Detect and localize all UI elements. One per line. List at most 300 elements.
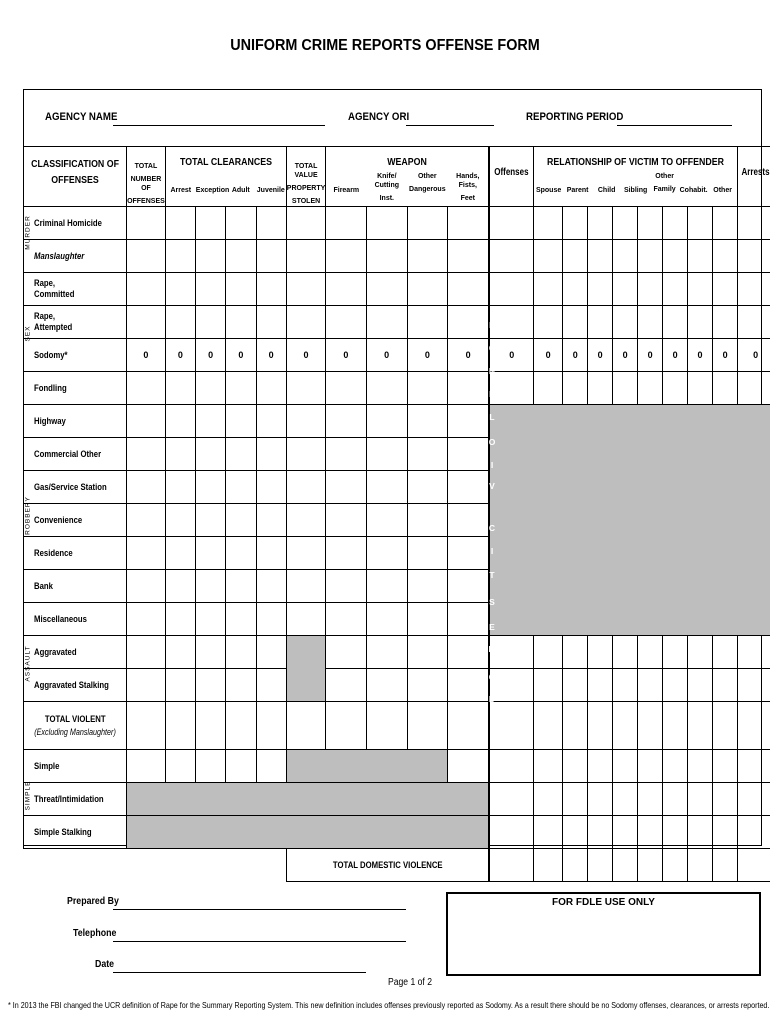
entry-cell[interactable] (588, 702, 613, 750)
entry-cell[interactable] (256, 471, 286, 504)
entry-cell[interactable] (563, 669, 588, 702)
entry-cell[interactable] (713, 783, 738, 816)
entry-cell[interactable] (286, 504, 326, 537)
entry-cell[interactable] (256, 273, 286, 306)
entry-cell[interactable] (326, 636, 366, 669)
entry-cell[interactable] (165, 240, 195, 273)
entry-cell[interactable] (326, 669, 366, 702)
entry-cell[interactable] (127, 240, 166, 273)
entry-cell[interactable] (226, 273, 256, 306)
entry-cell[interactable] (738, 849, 770, 882)
entry-cell[interactable] (366, 669, 407, 702)
entry-cell[interactable] (256, 537, 286, 570)
entry-cell[interactable] (226, 207, 256, 240)
entry-cell[interactable] (165, 669, 195, 702)
entry-cell[interactable] (688, 273, 713, 306)
entry-cell[interactable] (407, 570, 447, 603)
entry-cell[interactable]: 0 (663, 339, 688, 372)
entry-cell[interactable] (448, 603, 489, 636)
entry-cell[interactable]: 0 (490, 339, 534, 372)
entry-cell[interactable] (407, 603, 447, 636)
entry-cell[interactable] (638, 669, 663, 702)
entry-cell[interactable] (713, 816, 738, 849)
entry-cell[interactable] (196, 702, 226, 750)
entry-cell[interactable] (366, 306, 407, 339)
entry-cell[interactable] (738, 702, 770, 750)
entry-cell[interactable] (165, 471, 195, 504)
entry-cell[interactable] (226, 405, 256, 438)
entry-cell[interactable] (563, 306, 588, 339)
entry-cell[interactable] (286, 207, 326, 240)
entry-cell[interactable] (326, 471, 366, 504)
entry-cell[interactable] (613, 669, 638, 702)
entry-cell[interactable] (490, 372, 534, 405)
entry-cell[interactable] (448, 405, 489, 438)
entry-cell[interactable] (663, 306, 688, 339)
entry-cell[interactable] (534, 750, 563, 783)
entry-cell[interactable] (165, 636, 195, 669)
entry-cell[interactable]: 0 (588, 339, 613, 372)
entry-cell[interactable] (226, 750, 256, 783)
entry-cell[interactable] (366, 405, 407, 438)
entry-cell[interactable] (326, 372, 366, 405)
telephone-field[interactable] (113, 941, 406, 942)
entry-cell[interactable] (588, 669, 613, 702)
entry-cell[interactable] (738, 306, 770, 339)
entry-cell[interactable] (256, 372, 286, 405)
entry-cell[interactable] (366, 603, 407, 636)
entry-cell[interactable] (563, 783, 588, 816)
entry-cell[interactable] (407, 273, 447, 306)
entry-cell[interactable]: 0 (226, 339, 256, 372)
entry-cell[interactable] (326, 537, 366, 570)
entry-cell[interactable] (638, 306, 663, 339)
entry-cell[interactable] (613, 306, 638, 339)
entry-cell[interactable] (688, 669, 713, 702)
entry-cell[interactable] (256, 750, 286, 783)
entry-cell[interactable] (713, 240, 738, 273)
entry-cell[interactable] (448, 537, 489, 570)
entry-cell[interactable] (165, 273, 195, 306)
entry-cell[interactable] (448, 750, 489, 783)
entry-cell[interactable] (196, 537, 226, 570)
entry-cell[interactable] (407, 438, 447, 471)
agency-ori-field[interactable] (406, 125, 494, 126)
entry-cell[interactable] (713, 636, 738, 669)
entry-cell[interactable] (196, 207, 226, 240)
entry-cell[interactable] (490, 273, 534, 306)
entry-cell[interactable] (127, 603, 166, 636)
entry-cell[interactable] (366, 570, 407, 603)
entry-cell[interactable] (165, 603, 195, 636)
entry-cell[interactable] (127, 570, 166, 603)
entry-cell[interactable] (226, 570, 256, 603)
entry-cell[interactable] (256, 669, 286, 702)
entry-cell[interactable] (165, 504, 195, 537)
entry-cell[interactable] (490, 207, 534, 240)
entry-cell[interactable] (407, 240, 447, 273)
entry-cell[interactable] (196, 636, 226, 669)
entry-cell[interactable] (613, 207, 638, 240)
entry-cell[interactable] (326, 240, 366, 273)
entry-cell[interactable] (688, 207, 713, 240)
entry-cell[interactable] (638, 273, 663, 306)
entry-cell[interactable] (534, 849, 563, 882)
entry-cell[interactable] (366, 273, 407, 306)
entry-cell[interactable] (286, 570, 326, 603)
entry-cell[interactable] (326, 438, 366, 471)
entry-cell[interactable] (490, 240, 534, 273)
entry-cell[interactable] (688, 636, 713, 669)
entry-cell[interactable] (256, 240, 286, 273)
entry-cell[interactable] (286, 603, 326, 636)
entry-cell[interactable] (127, 207, 166, 240)
entry-cell[interactable] (407, 669, 447, 702)
entry-cell[interactable] (563, 816, 588, 849)
entry-cell[interactable] (407, 636, 447, 669)
entry-cell[interactable] (196, 372, 226, 405)
entry-cell[interactable] (713, 669, 738, 702)
entry-cell[interactable] (663, 750, 688, 783)
entry-cell[interactable] (588, 240, 613, 273)
entry-cell[interactable] (286, 438, 326, 471)
entry-cell[interactable] (127, 438, 166, 471)
entry-cell[interactable] (638, 240, 663, 273)
entry-cell[interactable]: 0 (738, 339, 770, 372)
entry-cell[interactable] (256, 636, 286, 669)
entry-cell[interactable] (366, 702, 407, 750)
entry-cell[interactable] (613, 636, 638, 669)
entry-cell[interactable] (490, 783, 534, 816)
entry-cell[interactable] (638, 783, 663, 816)
entry-cell[interactable] (713, 750, 738, 783)
entry-cell[interactable] (127, 669, 166, 702)
entry-cell[interactable] (196, 438, 226, 471)
entry-cell[interactable] (448, 669, 489, 702)
entry-cell[interactable] (407, 702, 447, 750)
entry-cell[interactable] (326, 504, 366, 537)
entry-cell[interactable] (563, 273, 588, 306)
entry-cell[interactable] (326, 702, 366, 750)
entry-cell[interactable] (613, 372, 638, 405)
entry-cell[interactable] (127, 405, 166, 438)
entry-cell[interactable] (226, 702, 256, 750)
entry-cell[interactable] (127, 702, 166, 750)
entry-cell[interactable] (563, 372, 588, 405)
entry-cell[interactable] (738, 636, 770, 669)
entry-cell[interactable] (534, 669, 563, 702)
entry-cell[interactable] (326, 570, 366, 603)
entry-cell[interactable]: 0 (286, 339, 326, 372)
entry-cell[interactable] (448, 702, 489, 750)
entry-cell[interactable] (738, 240, 770, 273)
entry-cell[interactable] (256, 570, 286, 603)
entry-cell[interactable] (638, 636, 663, 669)
entry-cell[interactable]: 0 (407, 339, 447, 372)
entry-cell[interactable] (256, 306, 286, 339)
entry-cell[interactable] (738, 207, 770, 240)
entry-cell[interactable] (534, 273, 563, 306)
entry-cell[interactable] (366, 471, 407, 504)
entry-cell[interactable] (490, 849, 534, 882)
entry-cell[interactable]: 0 (713, 339, 738, 372)
entry-cell[interactable] (713, 849, 738, 882)
entry-cell[interactable] (256, 405, 286, 438)
entry-cell[interactable] (196, 504, 226, 537)
entry-cell[interactable] (713, 702, 738, 750)
entry-cell[interactable] (286, 471, 326, 504)
entry-cell[interactable] (738, 816, 770, 849)
entry-cell[interactable]: 0 (688, 339, 713, 372)
entry-cell[interactable]: 0 (638, 339, 663, 372)
entry-cell[interactable] (286, 306, 326, 339)
entry-cell[interactable] (226, 603, 256, 636)
entry-cell[interactable] (226, 504, 256, 537)
entry-cell[interactable]: 0 (366, 339, 407, 372)
entry-cell[interactable] (688, 816, 713, 849)
entry-cell[interactable] (613, 273, 638, 306)
entry-cell[interactable] (613, 750, 638, 783)
entry-cell[interactable] (448, 438, 489, 471)
entry-cell[interactable] (663, 207, 688, 240)
entry-cell[interactable] (713, 306, 738, 339)
entry-cell[interactable] (165, 372, 195, 405)
entry-cell[interactable] (366, 438, 407, 471)
entry-cell[interactable] (638, 849, 663, 882)
entry-cell[interactable] (407, 537, 447, 570)
entry-cell[interactable] (688, 306, 713, 339)
entry-cell[interactable] (286, 273, 326, 306)
entry-cell[interactable] (286, 240, 326, 273)
entry-cell[interactable] (127, 750, 166, 783)
entry-cell[interactable] (24, 849, 287, 882)
entry-cell[interactable] (688, 783, 713, 816)
entry-cell[interactable] (165, 750, 195, 783)
entry-cell[interactable] (738, 273, 770, 306)
entry-cell[interactable] (226, 240, 256, 273)
entry-cell[interactable] (165, 570, 195, 603)
entry-cell[interactable] (613, 702, 638, 750)
entry-cell[interactable] (448, 273, 489, 306)
entry-cell[interactable] (256, 207, 286, 240)
entry-cell[interactable] (663, 636, 688, 669)
entry-cell[interactable] (663, 783, 688, 816)
entry-cell[interactable] (196, 570, 226, 603)
entry-cell[interactable] (563, 207, 588, 240)
entry-cell[interactable] (326, 273, 366, 306)
entry-cell[interactable] (688, 702, 713, 750)
entry-cell[interactable] (256, 504, 286, 537)
entry-cell[interactable] (563, 849, 588, 882)
entry-cell[interactable] (534, 783, 563, 816)
entry-cell[interactable] (534, 702, 563, 750)
entry-cell[interactable] (663, 702, 688, 750)
entry-cell[interactable] (165, 306, 195, 339)
entry-cell[interactable] (688, 750, 713, 783)
entry-cell[interactable] (534, 816, 563, 849)
entry-cell[interactable] (256, 702, 286, 750)
entry-cell[interactable] (286, 372, 326, 405)
entry-cell[interactable] (165, 537, 195, 570)
entry-cell[interactable] (256, 603, 286, 636)
entry-cell[interactable] (226, 537, 256, 570)
entry-cell[interactable] (448, 636, 489, 669)
entry-cell[interactable] (563, 702, 588, 750)
entry-cell[interactable] (165, 702, 195, 750)
date-field[interactable] (113, 972, 366, 973)
entry-cell[interactable] (127, 636, 166, 669)
entry-cell[interactable] (226, 636, 256, 669)
entry-cell[interactable] (196, 273, 226, 306)
entry-cell[interactable] (127, 372, 166, 405)
entry-cell[interactable] (534, 306, 563, 339)
entry-cell[interactable] (165, 207, 195, 240)
entry-cell[interactable] (638, 207, 663, 240)
entry-cell[interactable] (127, 537, 166, 570)
entry-cell[interactable] (663, 240, 688, 273)
entry-cell[interactable] (448, 570, 489, 603)
entry-cell[interactable] (588, 849, 613, 882)
entry-cell[interactable] (226, 372, 256, 405)
entry-cell[interactable] (196, 750, 226, 783)
entry-cell[interactable] (407, 207, 447, 240)
entry-cell[interactable] (534, 372, 563, 405)
entry-cell[interactable] (588, 273, 613, 306)
entry-cell[interactable] (127, 306, 166, 339)
entry-cell[interactable] (366, 504, 407, 537)
entry-cell[interactable] (490, 750, 534, 783)
entry-cell[interactable] (563, 750, 588, 783)
entry-cell[interactable] (448, 504, 489, 537)
entry-cell[interactable] (588, 816, 613, 849)
entry-cell[interactable]: 0 (326, 339, 366, 372)
entry-cell[interactable] (490, 816, 534, 849)
entry-cell[interactable] (448, 372, 489, 405)
entry-cell[interactable] (165, 405, 195, 438)
entry-cell[interactable] (663, 816, 688, 849)
entry-cell[interactable]: 0 (613, 339, 638, 372)
entry-cell[interactable] (165, 438, 195, 471)
entry-cell[interactable] (226, 438, 256, 471)
entry-cell[interactable]: 0 (563, 339, 588, 372)
entry-cell[interactable] (407, 504, 447, 537)
entry-cell[interactable] (196, 240, 226, 273)
entry-cell[interactable]: 0 (256, 339, 286, 372)
entry-cell[interactable] (286, 537, 326, 570)
entry-cell[interactable] (713, 207, 738, 240)
entry-cell[interactable] (713, 273, 738, 306)
entry-cell[interactable] (588, 750, 613, 783)
entry-cell[interactable] (534, 636, 563, 669)
entry-cell[interactable] (127, 471, 166, 504)
entry-cell[interactable] (738, 669, 770, 702)
entry-cell[interactable] (490, 702, 534, 750)
entry-cell[interactable]: 0 (127, 339, 166, 372)
entry-cell[interactable] (448, 306, 489, 339)
entry-cell[interactable] (638, 750, 663, 783)
entry-cell[interactable] (688, 849, 713, 882)
entry-cell[interactable] (613, 849, 638, 882)
entry-cell[interactable] (738, 783, 770, 816)
entry-cell[interactable] (663, 669, 688, 702)
agency-name-field[interactable] (113, 125, 325, 126)
prepared-by-field[interactable] (113, 909, 406, 910)
entry-cell[interactable] (366, 372, 407, 405)
entry-cell[interactable] (366, 537, 407, 570)
reporting-period-field[interactable] (617, 125, 732, 126)
entry-cell[interactable]: 0 (534, 339, 563, 372)
entry-cell[interactable] (613, 240, 638, 273)
entry-cell[interactable] (534, 207, 563, 240)
entry-cell[interactable] (366, 207, 407, 240)
entry-cell[interactable] (638, 816, 663, 849)
entry-cell[interactable] (407, 372, 447, 405)
entry-cell[interactable] (613, 783, 638, 816)
entry-cell[interactable] (588, 783, 613, 816)
entry-cell[interactable] (563, 240, 588, 273)
entry-cell[interactable] (326, 306, 366, 339)
entry-cell[interactable] (226, 471, 256, 504)
entry-cell[interactable] (588, 306, 613, 339)
entry-cell[interactable]: 0 (165, 339, 195, 372)
entry-cell[interactable] (588, 207, 613, 240)
entry-cell[interactable] (196, 669, 226, 702)
entry-cell[interactable] (738, 372, 770, 405)
entry-cell[interactable] (638, 702, 663, 750)
entry-cell[interactable] (196, 603, 226, 636)
entry-cell[interactable] (534, 240, 563, 273)
table-row (24, 240, 770, 273)
entry-cell[interactable] (366, 240, 407, 273)
entry-cell[interactable] (407, 471, 447, 504)
entry-cell[interactable] (588, 636, 613, 669)
entry-cell[interactable] (407, 405, 447, 438)
entry-cell[interactable] (196, 306, 226, 339)
entry-cell[interactable] (326, 207, 366, 240)
entry-cell[interactable] (326, 603, 366, 636)
entry-cell[interactable] (663, 372, 688, 405)
entry-cell[interactable] (588, 372, 613, 405)
entry-cell[interactable] (127, 273, 166, 306)
entry-cell[interactable] (738, 750, 770, 783)
entry-cell[interactable] (663, 273, 688, 306)
entry-cell[interactable] (286, 405, 326, 438)
entry-cell[interactable] (638, 372, 663, 405)
entry-cell[interactable] (326, 405, 366, 438)
entry-cell[interactable] (196, 471, 226, 504)
entry-cell[interactable] (127, 504, 166, 537)
entry-cell[interactable] (448, 240, 489, 273)
entry-cell[interactable] (256, 438, 286, 471)
entry-cell[interactable] (613, 816, 638, 849)
entry-cell[interactable]: 0 (196, 339, 226, 372)
entry-cell[interactable] (407, 306, 447, 339)
entry-cell[interactable] (448, 471, 489, 504)
entry-cell[interactable]: 0 (448, 339, 489, 372)
entry-cell[interactable] (196, 405, 226, 438)
entry-cell[interactable] (226, 669, 256, 702)
entry-cell[interactable] (663, 849, 688, 882)
entry-cell[interactable] (286, 702, 326, 750)
entry-cell[interactable] (688, 240, 713, 273)
entry-cell[interactable] (713, 372, 738, 405)
entry-cell[interactable] (563, 636, 588, 669)
entry-cell[interactable] (688, 372, 713, 405)
footnote: * In 2013 the FBI changed the UCR definition of Rape for the Summary Reporting System. This new definition includes offenses previously reported as Sodomy. As a result there should be no Sodomy offenses, clearances, or arrests reported. (8, 1000, 770, 1010)
entry-cell[interactable] (226, 306, 256, 339)
entry-cell[interactable] (366, 636, 407, 669)
entry-cell[interactable] (448, 207, 489, 240)
